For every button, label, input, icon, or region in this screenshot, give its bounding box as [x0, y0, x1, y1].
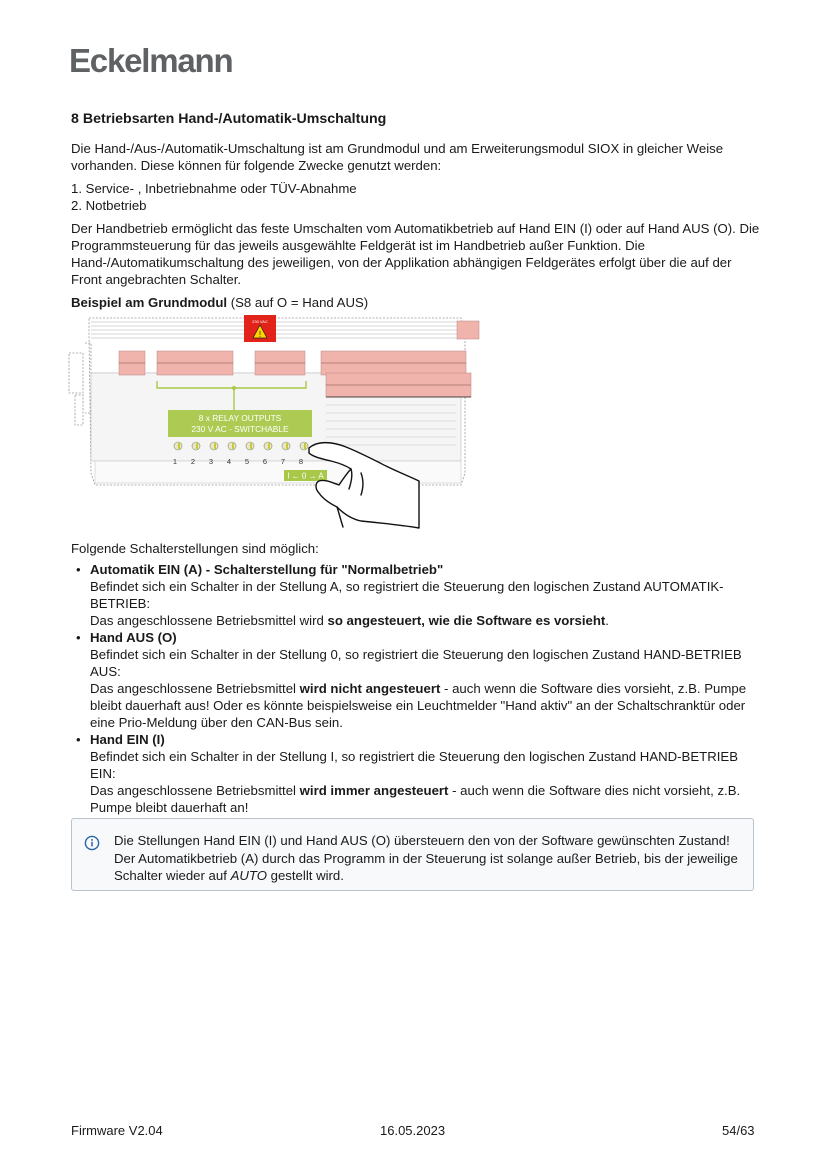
grundmodul-drawing: [61, 313, 481, 538]
purpose-list: [71, 180, 761, 214]
positions-intro: Folgende Schalterstellungen sind möglich:: [71, 541, 319, 556]
position-state: Befindet sich ein Schalter in der Stellung I, so registriert die Steuerung den logischen Zustand HAND-BETRIEB EIN:: [90, 749, 738, 781]
svg-text:230 V AC - SWITCHABLE: 230 V AC - SWITCHABLE: [191, 424, 289, 434]
position-title: • Hand AUS (O): [90, 630, 177, 645]
svg-text:1: 1: [172, 457, 178, 466]
position-effect: Das angeschlossene Betriebsmittel wird immer angesteuert - auch wenn die Software dies nicht vorsieht, z.B. Pumpe bleibt dauerhaft an!: [90, 783, 741, 815]
position-item-hand-ein: [71, 731, 761, 816]
position-title: • Hand EIN (I): [90, 732, 165, 747]
footer-date: 16.05.2023: [380, 1123, 446, 1138]
position-effect: Das angeschlossene Betriebsmittel wird so angesteuert, wie die Software es vorsieht.: [90, 613, 609, 628]
svg-text:2: 2: [190, 457, 196, 466]
info-circle-icon: [84, 835, 100, 851]
position-state: Befindet sich ein Schalter in der Stellung 0, so registriert die Steuerung den logischen Zustand HAND-BETRIEB AUS:: [90, 647, 742, 679]
footer-firmware: Firmware V2.04: [71, 1123, 163, 1138]
company-logo: Eckelmann: [69, 42, 233, 79]
position-item-automatik: [71, 561, 761, 629]
svg-text:7: 7: [280, 457, 286, 466]
description-paragraph: Der Handbetrieb ermöglicht das feste Umschalten vom Automatikbetrieb auf Hand EIN (I) oder auf Hand AUS (O). Die Programmsteuerung für das jeweils ausgewählte Feldgerät ist im Handbetrieb außer Funktion. Die Hand-/Automatikumschaltung des jeweiligen, von der Applikation abhängigen Feldgerätes erfolgt über die auf der Front angebrachten Schalter.: [71, 221, 760, 287]
info-note-text: Die Stellungen Hand EIN (I) und Hand AUS (O) übersteuern den von der Software gewünschten Zustand! Der Automatikbetrieb (A) durch das Programm in der Steuerung ist solange außer Betrieb, bis der jeweilige Schalter wieder auf AUTO gestellt wird.: [114, 833, 738, 883]
svg-text:6: 6: [262, 457, 268, 466]
info-note-box: [71, 818, 754, 891]
purpose-item: 2. Notbetrieb: [71, 198, 147, 213]
position-state: Befindet sich ein Schalter in der Stellung A, so registriert die Steuerung den logischen Zustand AUTOMATIK-BETRIEB:: [90, 579, 724, 611]
svg-text:230 VAC: 230 VAC: [252, 319, 268, 324]
example-caption-bold: Beispiel am Grundmodul: [71, 295, 228, 310]
svg-text:5: 5: [244, 457, 250, 466]
position-effect: Das angeschlossene Betriebsmittel wird nicht angesteuert - auch wenn die Software dies vorsieht, z.B. Pumpe bleibt dauerhaft aus! Oder es könnte beispielsweise ein Leuchtmelder "Hand aktiv" an der Schaltschranktür oder eine Prio-Meldung über den CAN-Bus sein.: [90, 681, 747, 730]
section-title: 8 Betriebsarten Hand-/Automatik-Umschaltung: [71, 111, 387, 127]
purpose-item: 1. Service- , Inbetriebnahme oder TÜV-Abnahme: [71, 181, 357, 196]
svg-text:3: 3: [208, 457, 214, 466]
svg-text:4: 4: [226, 457, 232, 466]
position-item-hand-aus: [71, 629, 761, 731]
intro-paragraph: Die Hand-/Aus-/Automatik-Umschaltung ist am Grundmodul und am Erweiterungsmodul SIOX in gleicher Weise vorhanden. Diese können für folgende Zwecke genutzt werden:: [71, 141, 724, 173]
example-caption: [71, 294, 761, 311]
main-content: [71, 110, 761, 816]
device-illustration: [61, 313, 481, 538]
footer-page-number: 54/63: [722, 1123, 755, 1138]
svg-text:I ← 0 → A: I ← 0 → A: [287, 471, 324, 481]
svg-text:!: !: [258, 330, 262, 339]
switch-positions-list: [71, 561, 761, 816]
svg-text:8: 8: [298, 457, 304, 466]
example-caption-rest: (S8 auf O = Hand AUS): [227, 295, 369, 310]
position-title: • Automatik EIN (A) - Schalterstellung für "Normalbetrieb": [90, 562, 444, 577]
svg-text:8 x RELAY OUTPUTS: 8 x RELAY OUTPUTS: [198, 413, 282, 423]
